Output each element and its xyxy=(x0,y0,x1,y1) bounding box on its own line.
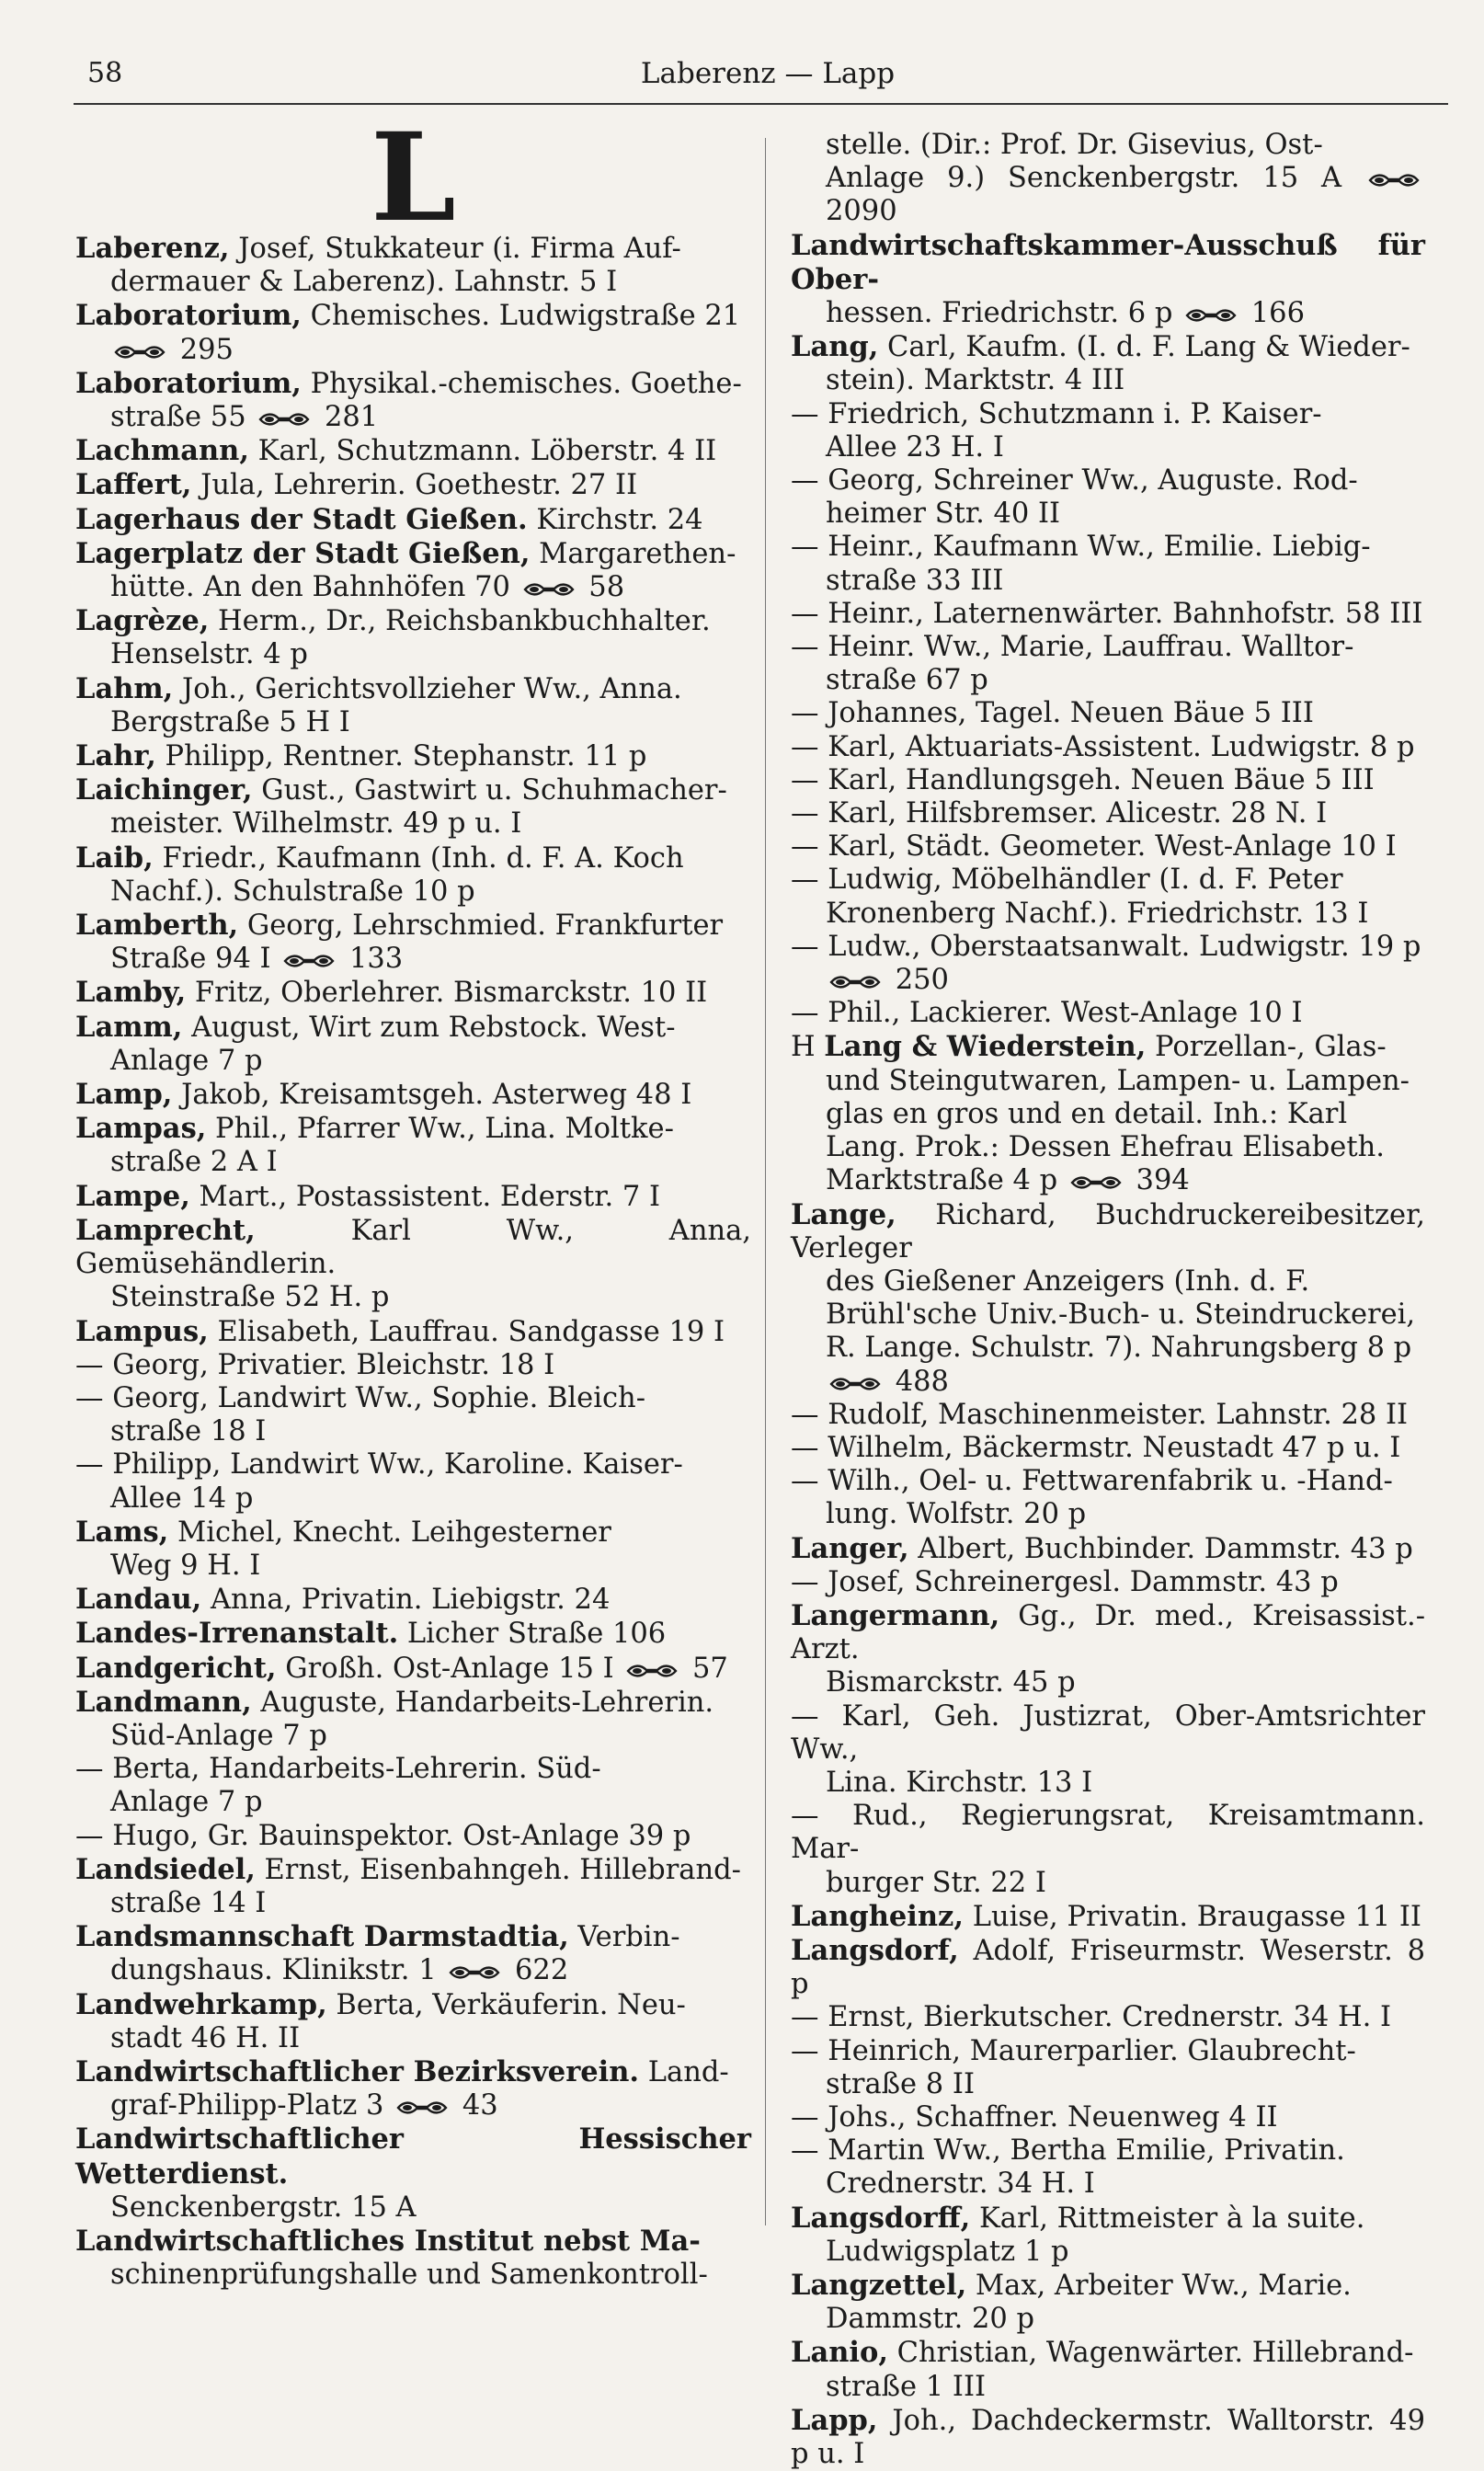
entry-first-line: — Friedrich, Schutzmann i. P. Kaiser- xyxy=(791,397,1322,430)
directory-entry xyxy=(791,764,1425,797)
entry-name: Lachmann, xyxy=(75,434,249,468)
directory-entry xyxy=(75,773,751,841)
entry-continuation-line: straße 18 I xyxy=(110,1415,267,1448)
entry-continuation-line: straße 55 281 xyxy=(110,401,379,434)
telephone-symbol-icon xyxy=(523,581,575,596)
entry-continuation-line: Anlage 9.) Senckenbergstr. 15 A 2090 xyxy=(791,162,1425,228)
directory-entry xyxy=(791,797,1425,830)
entry-first-line: Landsmannschaft Darmstadtia, Verbin- xyxy=(75,1920,680,1954)
entry-name: Landmann, xyxy=(75,1685,252,1719)
entry-continuation-line: Bismarckstr. 45 p xyxy=(826,1666,1076,1699)
directory-entry xyxy=(791,1934,1425,2001)
entry-name: Langer, xyxy=(791,1531,909,1565)
entry-first-line: Lamm, August, Wirt zum Rebstock. West- xyxy=(75,1010,676,1044)
directory-entry xyxy=(791,464,1425,531)
entry-first-line: — Heinrich, Maurerparlier. Glaubrecht- xyxy=(791,2034,1356,2067)
entry-continuation-line: dungshaus. Klinikstr. 1 622 xyxy=(110,1954,569,1987)
entry-name: Langermann, xyxy=(791,1598,1000,1632)
entry-continuation-line: Weg 9 H. I xyxy=(110,1549,261,1582)
entry-name: Landsmannschaft Darmstadtia, xyxy=(75,1920,569,1954)
entry-first-line: Lang, Carl, Kaufm. (I. d. F. Lang & Wieder- xyxy=(791,330,1410,364)
left-column xyxy=(75,107,751,2292)
entry-name: Landwirtschaftlicher Hessischer Wetterdienst. xyxy=(75,2122,751,2191)
entry-name: Langzettel, xyxy=(791,2269,967,2302)
entry-first-line: Lams, Michel, Knecht. Leihgesterner xyxy=(75,1515,611,1549)
entry-continuation-line: Straße 94 I 133 xyxy=(110,943,404,976)
directory-entry xyxy=(75,367,751,434)
directory-entry xyxy=(75,739,751,773)
directory-entry xyxy=(791,531,1425,597)
directory-entry xyxy=(75,2122,751,2225)
directory-entry xyxy=(75,1617,751,1651)
entry-continuation-line: 295 xyxy=(75,334,751,367)
directory-entry xyxy=(791,697,1425,730)
entry-first-line: — Karl, Städt. Geometer. West-Anlage 10 I xyxy=(791,830,1397,864)
entry-first-line: Lagerhaus der Stadt Gießen. Kirchstr. 24 xyxy=(75,502,703,536)
directory-entry xyxy=(75,1820,751,1853)
entry-continuation-line: stein). Marktstr. 4 III xyxy=(826,364,1125,397)
entry-continuation-line: stadt 46 H. II xyxy=(110,2021,301,2054)
entry-name: Lahm, xyxy=(75,671,174,705)
entry-continuation-line: Crednerstr. 34 H. I xyxy=(826,2168,1095,2201)
entry-continuation-line: hessen. Friedrichstr. 6 p 166 xyxy=(826,297,1305,330)
entry-first-line: — Hugo, Gr. Bauinspektor. Ost-Anlage 39 p xyxy=(75,1819,691,1852)
entry-continuation-line: hütte. An den Bahnhöfen 70 58 xyxy=(110,571,625,604)
running-head: Laberenz — Lapp xyxy=(640,57,896,90)
entry-continuation-line: glas en gros und en detail. Inh.: Karl xyxy=(826,1097,1348,1130)
entry-first-line: Langzettel, Max, Arbeiter Ww., Marie. xyxy=(791,2269,1352,2302)
telephone-symbol-icon xyxy=(283,953,335,967)
directory-entry xyxy=(791,129,1425,229)
entry-first-line: — Rud., Regierungsrat, Kreisamtmann. Mar- xyxy=(791,1800,1425,1866)
entry-first-line: — Johs., Schaffner. Neuenweg 4 II xyxy=(791,2100,1278,2134)
entry-first-line: — Heinr., Laternenwärter. Bahnhofstr. 58 III xyxy=(791,597,1423,630)
entry-name: Lams, xyxy=(75,1515,169,1549)
entry-first-line: Langer, Albert, Buchbinder. Dammstr. 43 p xyxy=(791,1531,1413,1565)
entry-continuation-line: 250 xyxy=(791,964,1425,997)
entry-first-line: Lagrèze, Herm., Dr., Reichsbankbuchhalter. xyxy=(75,604,711,638)
entry-first-line: Landmann, Auguste, Handarbeits-Lehrerin. xyxy=(75,1685,714,1719)
telephone-symbol-icon xyxy=(114,344,166,359)
entry-first-line: — Georg, Privatier. Bleichstr. 18 I xyxy=(75,1348,555,1381)
entry-continuation-line: R. Lange. Schulstr. 7). Nahrungsberg 8 p xyxy=(826,1332,1412,1365)
entry-name: Lamp, xyxy=(75,1078,173,1112)
entry-first-line: Laboratorium, Chemisches. Ludwigstraße 21 xyxy=(75,299,741,333)
entry-name: Laib, xyxy=(75,841,154,875)
directory-entry xyxy=(75,1448,751,1515)
directory-entry xyxy=(791,1800,1425,1900)
entry-continuation-line: Anlage 7 p xyxy=(110,1786,263,1819)
directory-entry xyxy=(791,598,1425,631)
page-number: 58 xyxy=(87,57,123,89)
directory-entry xyxy=(75,1349,751,1382)
entry-first-line: — Karl, Hilfsbremser. Alicestr. 28 N. I xyxy=(791,797,1328,830)
entry-continuation-line: lung. Wolfstr. 20 p xyxy=(826,1498,1087,1531)
directory-entry xyxy=(791,2001,1425,2034)
entry-first-line: — Karl, Aktuariats-Assistent. Ludwigstr. 8 p xyxy=(791,730,1415,763)
entry-first-line: — Berta, Handarbeits-Lehrerin. Süd- xyxy=(75,1753,601,1786)
directory-entry xyxy=(791,229,1425,331)
entry-first-line: Laboratorium, Physikal.-chemisches. Goethe- xyxy=(75,366,742,400)
entry-name: Landau, xyxy=(75,1583,202,1617)
entry-name: Lampas, xyxy=(75,1112,207,1146)
telephone-symbol-icon xyxy=(829,1376,881,1390)
entry-first-line: — Heinr., Kaufmann Ww., Emilie. Liebig- xyxy=(791,531,1371,564)
directory-entry xyxy=(791,398,1425,464)
entry-first-line: — Ludwig, Möbelhändler (I. d. F. Peter xyxy=(791,864,1343,897)
directory-entry xyxy=(75,909,751,976)
entry-first-line: Landes-Irrenanstalt. Licher Straße 106 xyxy=(75,1617,667,1651)
entry-name: Landsiedel, xyxy=(75,1852,256,1886)
entry-first-line: — Martin Ww., Bertha Emilie, Privatin. xyxy=(791,2134,1345,2168)
directory-entry xyxy=(75,1112,751,1179)
directory-entry xyxy=(75,537,751,604)
entry-continuation-line: straße 1 III xyxy=(826,2370,987,2403)
left-entries xyxy=(75,232,751,2292)
directory-entry xyxy=(75,1382,751,1448)
telephone-symbol-icon xyxy=(258,411,310,426)
directory-entry xyxy=(791,1566,1425,1599)
directory-entry xyxy=(791,1198,1425,1399)
entry-continuation-line: straße 2 A I xyxy=(110,1146,278,1179)
directory-entry xyxy=(75,1516,751,1583)
entry-first-line xyxy=(791,229,1425,297)
entry-continuation-line: 488 xyxy=(791,1366,1425,1399)
entry-first-line: Lahr, Philipp, Rentner. Stephanstr. 11 p xyxy=(75,739,647,773)
entry-continuation-line: Kronenberg Nachf.). Friedrichstr. 13 I xyxy=(826,897,1369,930)
entry-name: Lanio, xyxy=(791,2336,888,2370)
entry-name: Lang & Wiederstein, xyxy=(824,1030,1147,1064)
entry-continuation-line: Anlage 7 p xyxy=(110,1044,263,1077)
directory-entry xyxy=(75,468,751,502)
entry-name: Landwirtschaftlicher Bezirksverein. xyxy=(75,2054,640,2088)
directory-entry xyxy=(791,1399,1425,1432)
directory-entry xyxy=(75,672,751,739)
entry-first-line: Landsiedel, Ernst, Eisenbahngeh. Hillebrand- xyxy=(75,1852,741,1886)
directory-entry xyxy=(791,2101,1425,2134)
entry-continuation-line: burger Str. 22 I xyxy=(826,1866,1046,1899)
entry-continuation-line: Bergstraße 5 H I xyxy=(110,705,350,738)
telephone-symbol-icon xyxy=(1070,1174,1122,1189)
page-header xyxy=(87,57,1448,105)
directory-entry xyxy=(75,1180,751,1214)
directory-entry xyxy=(791,931,1425,997)
directory-entry xyxy=(791,2269,1425,2336)
entry-name: Lagerhaus der Stadt Gießen. xyxy=(75,502,528,536)
entry-continuation-line: straße 33 III xyxy=(826,564,1004,597)
entry-first-line: Lampus, Elisabeth, Lauffrau. Sandgasse 19 I xyxy=(75,1314,725,1348)
entry-first-line: Langermann, Gg., Dr. med., Kreisassist.-Arzt. xyxy=(791,1598,1425,1666)
entry-first-line: Lamby, Fritz, Oberlehrer. Bismarckstr. 10 II xyxy=(75,976,708,1010)
column-divider xyxy=(765,138,766,2225)
entry-name: Landwehrkamp, xyxy=(75,1987,327,2021)
entry-continuation-line: Nachf.). Schulstraße 10 p xyxy=(110,875,475,908)
entry-continuation-line: Steinstraße 52 H. p xyxy=(110,1281,390,1314)
entry-first-line: — Georg, Schreiner Ww., Auguste. Rod- xyxy=(791,464,1358,498)
entry-continuation-line: Brühl'sche Univ.-Buch- u. Steindruckerei, xyxy=(826,1298,1416,1332)
entry-first-line: Lamp, Jakob, Kreisamtsgeh. Asterweg 48 I xyxy=(75,1078,692,1112)
entry-continuation-line: Ludwigsplatz 1 p xyxy=(826,2235,1069,2268)
entry-name: Lampe, xyxy=(75,1179,190,1213)
directory-entry xyxy=(791,2202,1425,2269)
entry-name: Lampus, xyxy=(75,1314,209,1348)
entry-continuation-line: dermauer & Laberenz). Lahnstr. 5 I xyxy=(110,266,618,299)
directory-entry xyxy=(791,1900,1425,1934)
directory-entry xyxy=(791,864,1425,930)
entry-first-line: — Philipp, Landwirt Ww., Karoline. Kaiser- xyxy=(75,1448,683,1481)
directory-entry xyxy=(791,2404,1425,2471)
entry-first-line: stelle. (Dir.: Prof. Dr. Gisevius, Ost- xyxy=(826,129,1323,161)
entry-first-line: — Johannes, Tagel. Neuen Bäue 5 III xyxy=(791,697,1314,730)
entry-name: Lagerplatz der Stadt Gießen, xyxy=(75,536,531,570)
directory-entry xyxy=(791,2336,1425,2403)
entry-name: Lapp, xyxy=(791,2403,878,2437)
entry-name: Lahr, xyxy=(75,739,156,773)
entry-first-line: Langsdorf, Adolf, Friseurmstr. Weserstr. 8 p xyxy=(791,1933,1425,2001)
entry-first-line: H Lang & Wiederstein, Porzellan-, Glas- xyxy=(791,1030,1387,1064)
entry-name: Lamprecht, xyxy=(75,1213,256,1247)
entry-continuation-line: heimer Str. 40 II xyxy=(826,498,1061,531)
entry-first-line: Lapp, Joh., Dachdeckermstr. Walltorstr. 49 p u. I xyxy=(791,2403,1425,2471)
entry-continuation-line: straße 67 p xyxy=(826,664,988,697)
entry-name: Laberenz, xyxy=(75,232,230,265)
entry-first-line: Laichinger, Gust., Gastwirt u. Schuhmacher- xyxy=(75,773,727,807)
entry-name: Langsdorff, xyxy=(791,2201,971,2235)
directory-entry xyxy=(75,2225,751,2292)
entry-continuation-line: Süd-Anlage 7 p xyxy=(110,1719,327,1752)
directory-entry xyxy=(75,1583,751,1617)
entry-name: Laichinger, xyxy=(75,773,253,807)
entry-name: Landwirtschaftliches Institut nebst Ma- xyxy=(75,2224,701,2258)
directory-entry xyxy=(75,434,751,468)
entry-name: Laboratorium, xyxy=(75,366,302,400)
entry-first-line: Landwirtschaftlicher Bezirksverein. Land- xyxy=(75,2054,729,2088)
entry-name: Lamm, xyxy=(75,1010,183,1044)
directory-entry xyxy=(791,1030,1425,1197)
directory-entry xyxy=(75,1652,751,1686)
entry-first-line xyxy=(75,2122,751,2191)
entry-name: Lagrèze, xyxy=(75,604,210,638)
entry-name: Langheinz, xyxy=(791,1899,964,1933)
entry-first-line: Landwehrkamp, Berta, Verkäuferin. Neu- xyxy=(75,1987,686,2021)
entry-first-line: Langheinz, Luise, Privatin. Braugasse 11 II xyxy=(791,1899,1421,1933)
directory-entry xyxy=(75,1853,751,1920)
telephone-symbol-icon xyxy=(449,1964,500,1979)
entry-continuation-line: Henselstr. 4 p xyxy=(110,638,308,671)
entry-first-line: — Ernst, Bierkutscher. Crednerstr. 34 H. I xyxy=(791,2001,1392,2034)
directory-entry xyxy=(791,1532,1425,1566)
directory-entry xyxy=(791,1700,1425,1801)
entry-continuation-line: meister. Wilhelmstr. 49 p u. I xyxy=(110,807,522,841)
entry-continuation-line: Lang. Prok.: Dessen Ehefrau Elisabeth. xyxy=(826,1131,1385,1164)
telephone-symbol-icon xyxy=(396,2099,448,2114)
directory-entry xyxy=(75,976,751,1010)
entry-first-line: Lampas, Phil., Pfarrer Ww., Lina. Moltke- xyxy=(75,1112,674,1146)
entry-first-line: Landau, Anna, Privatin. Liebigstr. 24 xyxy=(75,1583,611,1617)
entry-continuation-line: und Steingutwaren, Lampen- u. Lampen- xyxy=(826,1064,1410,1097)
directory-entry xyxy=(791,1432,1425,1465)
entry-first-line: — Wilhelm, Bäckermstr. Neustadt 47 p u. I xyxy=(791,1431,1401,1464)
telephone-symbol-icon xyxy=(1368,172,1420,187)
entry-name: Landwirtschaftskammer-Ausschuß für Ober- xyxy=(791,228,1425,296)
entry-name: Laboratorium, xyxy=(75,299,302,333)
directory-entry xyxy=(75,1920,751,1987)
entry-first-line: Lachmann, Karl, Schutzmann. Löberstr. 4 II xyxy=(75,434,717,468)
directory-entry xyxy=(791,631,1425,697)
directory-entry xyxy=(75,299,751,366)
entry-first-line: — Karl, Handlungsgeh. Neuen Bäue 5 III xyxy=(791,763,1375,796)
telephone-symbol-icon xyxy=(626,1663,678,1677)
directory-entry xyxy=(75,1078,751,1112)
entry-name: Laffert, xyxy=(75,468,192,502)
directory-entry xyxy=(75,841,751,909)
right-column xyxy=(791,129,1425,2471)
section-initial: L xyxy=(371,107,456,249)
directory-entry xyxy=(75,1988,751,2055)
entry-first-line: Lagerplatz der Stadt Gießen, Margarethen- xyxy=(75,536,736,570)
directory-entry xyxy=(791,2134,1425,2201)
directory-entry xyxy=(75,2055,751,2122)
telephone-symbol-icon xyxy=(1185,307,1237,322)
entry-first-line: Laib, Friedr., Kaufmann (Inh. d. F. A. Koch xyxy=(75,841,684,875)
entry-continuation-line: Senckenbergstr. 15 A xyxy=(110,2191,417,2224)
directory-entry xyxy=(791,1465,1425,1531)
entry-name: Lamberth, xyxy=(75,909,239,943)
entry-name: Lamby, xyxy=(75,976,187,1010)
entry-continuation-line: straße 14 I xyxy=(110,1886,267,1919)
directory-entry xyxy=(791,1599,1425,1700)
entry-first-line: — Josef, Schreinergesl. Dammstr. 43 p xyxy=(791,1565,1339,1598)
directory-entry xyxy=(791,830,1425,864)
directory-entry xyxy=(791,2035,1425,2101)
directory-entry xyxy=(75,604,751,671)
directory-entry xyxy=(75,1214,751,1315)
entry-first-line: — Heinr. Ww., Marie, Lauffrau. Walltor- xyxy=(791,631,1354,664)
right-entries xyxy=(791,129,1425,2471)
telephone-symbol-icon xyxy=(829,974,881,989)
entry-first-line: Lanio, Christian, Wagenwärter. Hillebrand- xyxy=(791,2336,1414,2370)
entry-name: Landgericht, xyxy=(75,1651,277,1685)
entry-continuation-line: straße 8 II xyxy=(826,2067,975,2100)
directory-entry xyxy=(75,232,751,299)
directory-entry xyxy=(75,503,751,537)
entry-first-line: Lange, Richard, Buchdruckereibesitzer, Verleger xyxy=(791,1197,1425,1264)
entry-first-line: Landgericht, Großh. Ost-Anlage 15 I 57 xyxy=(75,1651,728,1685)
entry-continuation-line: Marktstraße 4 p 394 xyxy=(826,1164,1190,1197)
entry-first-line: — Rudolf, Maschinenmeister. Lahnstr. 28 II xyxy=(791,1398,1409,1431)
directory-entry xyxy=(791,997,1425,1030)
directory-entry xyxy=(75,1315,751,1349)
entry-name: Lang, xyxy=(791,330,879,364)
entry-continuation-line: Allee 23 H. I xyxy=(826,430,1004,463)
directory-entry xyxy=(75,1011,751,1078)
entry-first-line: — Wilh., Oel- u. Fettwarenfabrik u. -Hand- xyxy=(791,1465,1393,1498)
entry-name: Lange, xyxy=(791,1197,896,1231)
entry-continuation-line: graf-Philipp-Platz 3 43 xyxy=(110,2089,498,2122)
entry-name: Langsdorf, xyxy=(791,1933,959,1967)
entry-name: Landes-Irrenanstalt. xyxy=(75,1617,399,1651)
entry-first-line xyxy=(75,2225,751,2259)
entry-first-line: Laffert, Jula, Lehrerin. Goethestr. 27 II xyxy=(75,468,638,502)
entry-continuation-line: schinenprüfungshalle und Samenkontroll- xyxy=(110,2259,708,2292)
entry-first-line: Lahm, Joh., Gerichtsvollzieher Ww., Anna. xyxy=(75,671,682,705)
entry-first-line: — Karl, Geh. Justizrat, Ober-Amtsrichter Ww., xyxy=(791,1699,1425,1766)
entry-continuation-line: des Gießener Anzeigers (Inh. d. F. xyxy=(826,1264,1310,1298)
directory-entry xyxy=(791,731,1425,764)
entry-continuation-line: Lina. Kirchstr. 13 I xyxy=(826,1766,1093,1799)
entry-continuation-line: Dammstr. 20 p xyxy=(826,2303,1035,2336)
entry-first-line: — Georg, Landwirt Ww., Sophie. Bleich- xyxy=(75,1381,646,1414)
directory-entry xyxy=(75,1686,751,1753)
entry-first-line: — Phil., Lackierer. West-Anlage 10 I xyxy=(791,997,1303,1030)
directory-entry xyxy=(75,1753,751,1819)
entry-first-line: — Ludw., Oberstaatsanwalt. Ludwigstr. 19 p xyxy=(791,930,1421,963)
entry-first-line: Laberenz, Josef, Stukkateur (i. Firma Auf- xyxy=(75,232,681,265)
entry-first-line: Lamberth, Georg, Lehrschmied. Frankfurter xyxy=(75,909,724,943)
entry-first-line: Lampe, Mart., Postassistent. Ederstr. 7 I xyxy=(75,1179,661,1213)
directory-entry xyxy=(791,330,1425,397)
header-rule xyxy=(74,103,1448,105)
entry-first-line: Langsdorff, Karl, Rittmeister à la suite. xyxy=(791,2201,1365,2235)
entry-first-line: Lamprecht, Karl Ww., Anna, Gemüsehändlerin. xyxy=(75,1213,751,1281)
entry-continuation-line: Allee 14 p xyxy=(110,1481,254,1515)
